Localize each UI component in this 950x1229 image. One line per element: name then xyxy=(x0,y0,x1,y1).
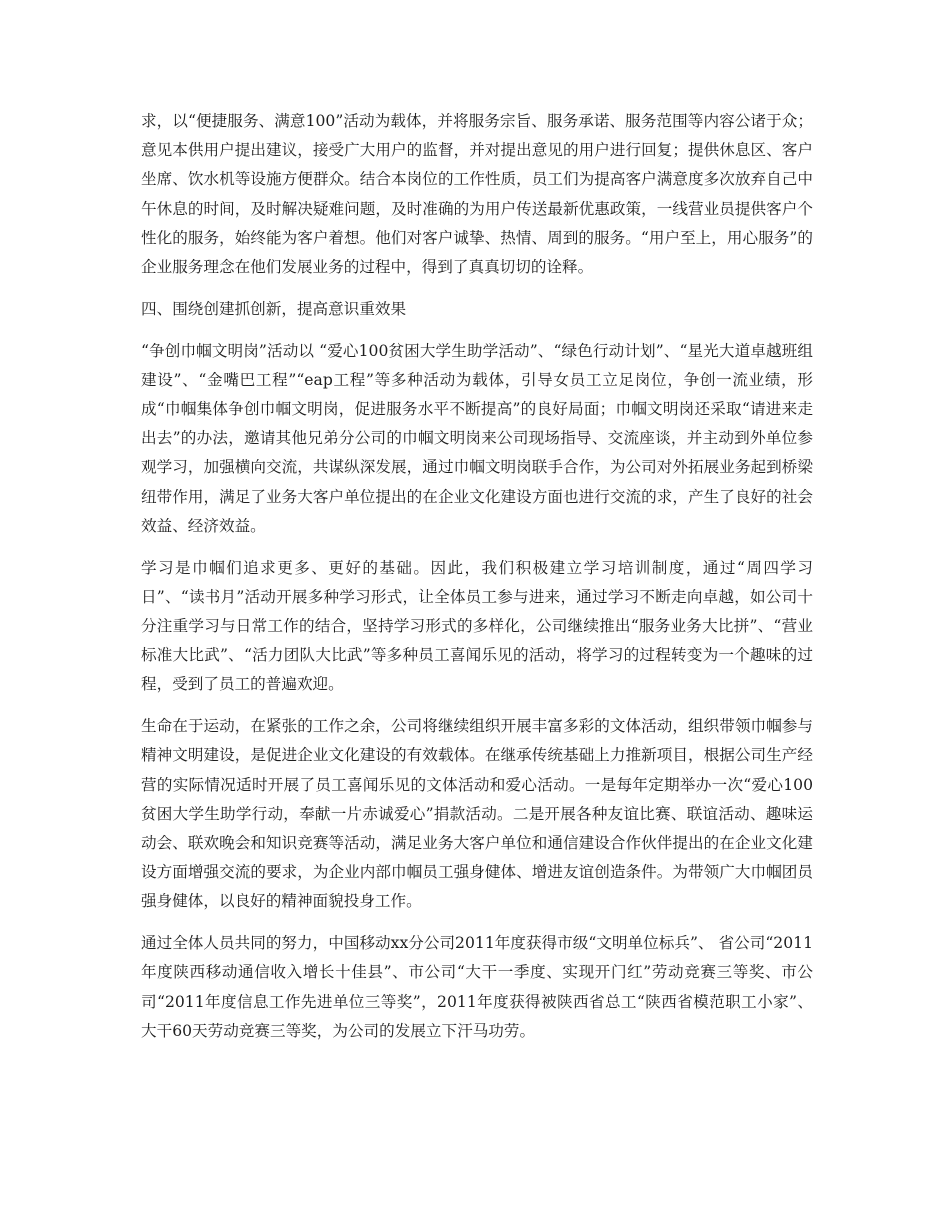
paragraph-civilized-post: “争创巾帼文明岗”活动以 “爱心100贫困大学生助学活动”、“绿色行动计划”、“星光大道卓越班组建设”、“金嘴巴工程”“eap工程”等多种活动为载体，引导女员工立足岗位，争创一流业绩，形成“巾帼集体争创巾帼文明岗，促进服务水平不断提高”的良好局面；巾帼文明岗还采取“请进来走出去”的办法，邀请其他兄弟分公司的巾帼文明岗来公司现场指导、交流座谈，并主动到外单位参观学习，加强横向交流，共谋纵深发展，通过巾帼文明岗联手合作，为公司对外拓展业务起到桥梁纽带作用，满足了业务大客户单位提出的在企业文化建设方面也进行交流的求，产生了良好的社会效益、经济效益。 xyxy=(141,341,813,535)
document-body xyxy=(141,107,813,1059)
paragraph-service-commitment: 求，以“便捷服务、满意100”活动为载体，并将服务宗旨、服务承诺、服务范围等内容公诸于众；意见本供用户提出建议，接受广大用户的监督，并对提出意见的用户进行回复；提供休息区、客户坐席、饮水机等设施方便群众。结合本岗位的工作性质，员工们为提高客户满意度多次放弃自己中午休息的时间，及时解决疑难问题，及时准确的为用户传送最新优惠政策，一线营业员提供客户个性化的服务，始终能为客户着想。他们对客户诚挚、热情、周到的服务。“用户至上，用心服务”的企业服务理念在他们发展业务的过程中，得到了真真切切的诠释。 xyxy=(141,112,813,277)
paragraph-sports-activities: 生命在于运动，在紧张的工作之余，公司将继续组织开展丰富多彩的文体活动，组织带领巾帼参与精神文明建设，是促进企业文化建设的有效载体。在继承传统基础上力推新项目，根据公司生产经营的实际情况适时开展了员工喜闻乐见的文体活动和爱心活动。一是每年定期举办一次“爱心100贫困大学生助学行动，奉献一片赤诚爱心”捐款活动。二是开展各种友谊比赛、联谊活动、趣味运动会、联欢晚会和知识竞赛等活动，满足业务大客户单位和通信建设合作伙伴提出的在企业文化建设方面增强交流的要求，为企业内部巾帼员工强身健体、增进友谊创造条件。为带领广大巾帼团员强身健体，以良好的精神面貌投身工作。 xyxy=(141,717,813,911)
section-heading-innovation: 四、围绕创建抓创新，提高意识重效果 xyxy=(141,299,407,318)
paragraph-learning: 学习是巾帼们追求更多、更好的基础。因此，我们积极建立学习培训制度，通过“周四学习日”、“读书月”活动开展多种学习形式，让全体员工参与进来，通过学习不断走向卓越，如公司十分注重学习与日常工作的结合，坚持学习形式的多样化，公司继续推出“服务业务大比拼”、“营业标准大比武”、“活力团队大比武”等多种员工喜闻乐见的活动，将学习的过程转变为一个趣味的过程，受到了员工的普遍欢迎。 xyxy=(141,558,813,694)
paragraph-achievements: 通过全体人员共同的努力，中国移动xx分公司2011年度获得市级“文明单位标兵”、 省公司“2011年度陕西移动通信收入增长十佳县”、市公司“大干一季度、实现开门红”劳动竞赛三等奖、市公司“2011年度信息工作先进单位三等奖”，2011年度获得被陕西省总工“陕西省模范职工小家”、大干60天劳动竞赛三等奖，为公司的发展立下汗马功劳。 xyxy=(141,934,813,1040)
